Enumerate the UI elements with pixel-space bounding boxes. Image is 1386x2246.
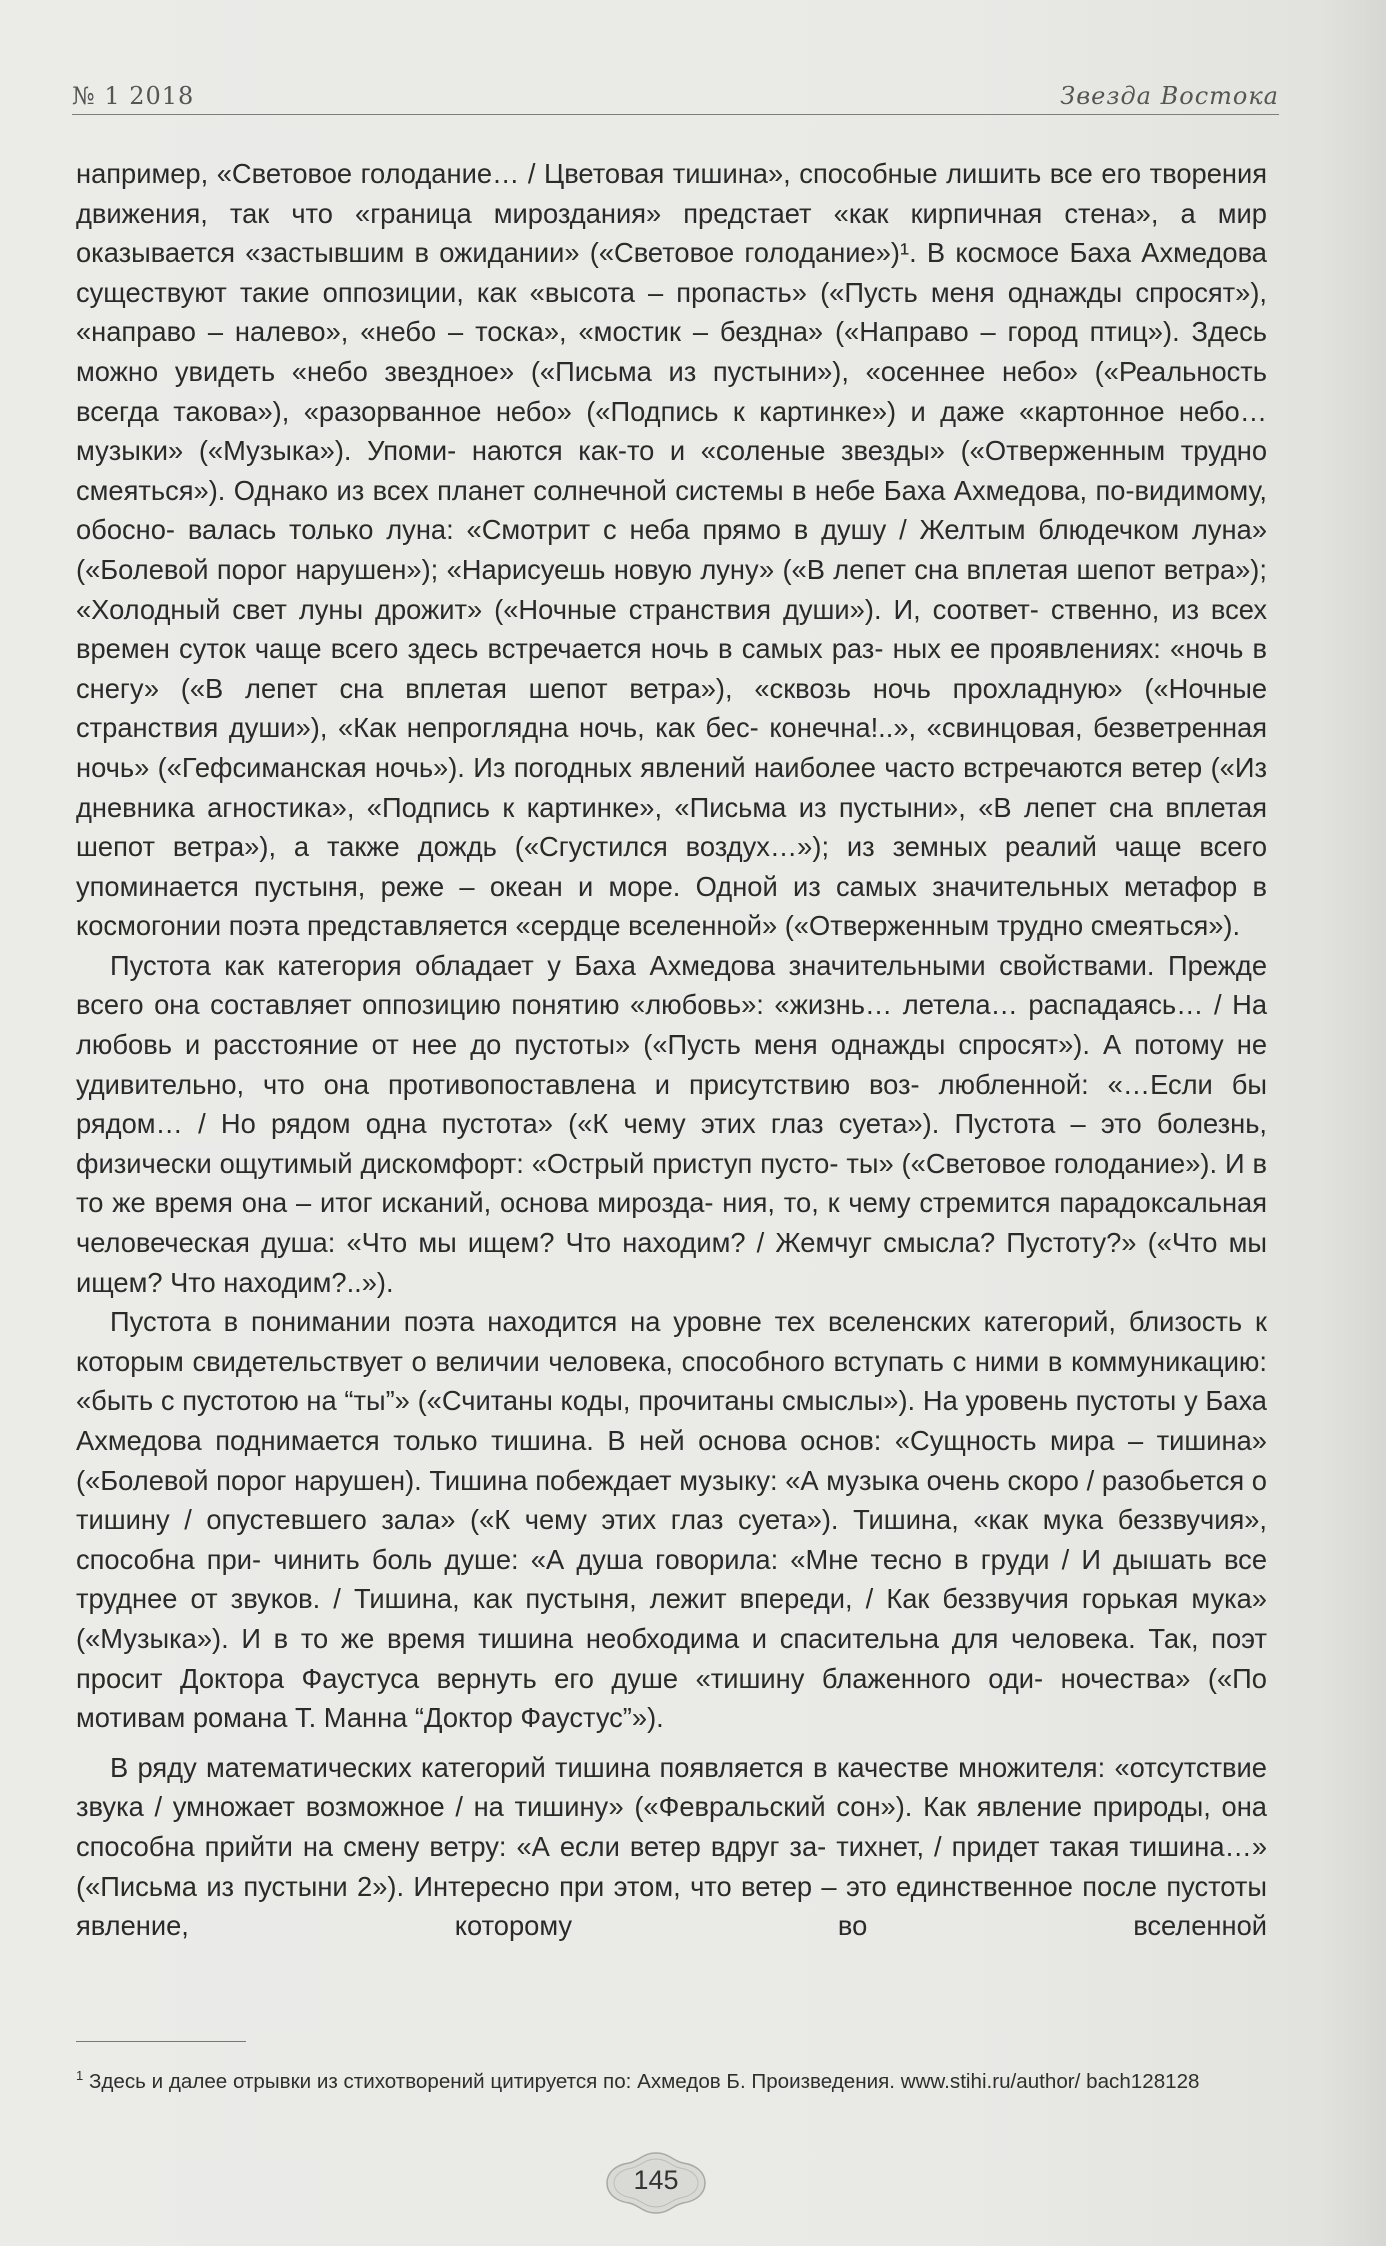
paragraph bbox=[76, 154, 1267, 946]
text-line: от звуков. / Тишина, как пустыня, лежит впереди, / Как беззвучия горькая мука» bbox=[190, 1583, 1267, 1615]
text-line: любленной: «…Если бы рядом… / Но рядом одна пустота» («К чему этих глаз суета»). bbox=[76, 1068, 1267, 1140]
text-line: («Музыка»). И в то же время тишина необходима и спасительна для человека. bbox=[76, 1622, 1149, 1654]
paragraph bbox=[76, 1748, 1267, 1946]
text-line: спросят»). А потому не удивительно, что она противопоставлена и присутствию воз- bbox=[76, 1029, 1267, 1100]
footnote-text bbox=[76, 2060, 1267, 2097]
text-line: («Подпись к картинке») и даже «картонное небо… музыки» («Музыка»). Упоми- bbox=[76, 395, 1267, 467]
text-line: Пустота как категория обладает у Баха Ахмедова значительными свойствами. bbox=[110, 949, 1168, 981]
text-line: представляется «сердце вселенной» («Отверженным трудно смеяться»). bbox=[306, 910, 1241, 942]
footnote-line: bach128128 bbox=[1086, 2070, 1200, 2093]
footnote bbox=[76, 2060, 1267, 2097]
issue-number: № 1 2018 bbox=[72, 82, 195, 110]
text-line: его творения движения, так что «граница мироздания» предстает «как кирпичная bbox=[76, 158, 1267, 229]
text-line: явление природы, она способна прийти на смену ветру: «А если ветер вдруг за- bbox=[76, 1791, 1267, 1862]
text-line: ния, то, к чему стремится парадоксальная человеческая душа: «Что мы ищем? Что bbox=[76, 1187, 1267, 1259]
running-header bbox=[72, 78, 1279, 115]
text-line: явлений наиболее часто встречаются ветер («Из дневника агностика», «Подпись bbox=[76, 751, 1267, 823]
text-line: ветра»); «Холодный свет луны дрожит» («Ночные странствия души»). И, соответ- bbox=[76, 553, 1267, 625]
text-line: распадаясь… / На любовь и расстояние от нее до пустоты» («Пусть меня однажды bbox=[76, 989, 1267, 1061]
text-line: Прежде всего она составляет оппозицию понятию «любовь»: «жизнь… летела… bbox=[76, 949, 1267, 1021]
text-line: наются как-то и «соленые звезды» («Отверженным трудно смеяться»). Однако bbox=[76, 435, 1267, 506]
page-number: 145 bbox=[633, 2165, 679, 2195]
article-body bbox=[76, 154, 1267, 1946]
text-line: Пустота – это болезнь, физически ощутимый дискомфорт: «Острый приступ пусто- bbox=[76, 1108, 1267, 1179]
text-line: В ряду математических категорий тишина появляется в качестве множителя: bbox=[110, 1751, 1115, 1783]
page-number-badge bbox=[601, 2151, 711, 2215]
text-line: ночь прохладную» («Ночные странствия души»), «Как непроглядна ночь, как бес- bbox=[76, 672, 1267, 744]
text-line: чинить боль душе: «А душа говорила: «Мне тесно в груди / И дышать все труднее bbox=[76, 1543, 1267, 1615]
text-line: стена», а мир оказывается «застывшим в ожидании» («Световое голодание»)¹. В bbox=[76, 197, 1267, 269]
text-line: что ветер – это единственное после пустоты явление, которому во вселенной bbox=[76, 1870, 1267, 1942]
text-line: смыслы»). На уровень пустоты у Баха Ахмедова поднимается только тишина. В bbox=[76, 1385, 1267, 1456]
text-line: дождь («Сгустился воздух…»); из земных реалий чаще всего упоминается пустыня, bbox=[76, 831, 1267, 902]
text-line: ных ее проявлениях: «ночь в снегу» («В лепет сна вплетая шепот ветра»), «сквозь bbox=[76, 633, 1267, 704]
text-line: валась только луна: «Смотрит с неба прямо в душу / Желтым блюдечком луна» bbox=[187, 514, 1267, 546]
text-line: реже – океан и море. Одной из самых значительных метафор в космогонии поэта bbox=[76, 870, 1267, 942]
journal-title: Звезда Востока bbox=[1060, 82, 1279, 110]
text-line: к картинке», «Письма из пустыни», «В лепет сна вплетая шепот ветра»), а также bbox=[76, 791, 1267, 863]
paragraph bbox=[76, 946, 1267, 1302]
text-line: космосе Баха Ахмедова существуют такие оппозиции, как «высота – пропасть» bbox=[76, 237, 1267, 308]
text-line: ты» («Световое голодание»). И в то же время она – итог исканий, основа мирозда- bbox=[76, 1147, 1267, 1219]
text-line: ними в коммуникацию: «быть с пустотою на “ты”» («Считаны коды, прочитаны bbox=[76, 1345, 1267, 1417]
text-line: тихнет, / придет такая тишина…» («Письма из пустыни 2»). Интересно при этом, bbox=[76, 1830, 1267, 1902]
text-line: бездна» («Направо – город птиц»). Здесь можно увидеть «небо звездное» («Письма bbox=[76, 316, 1268, 387]
text-line: находим? / Жемчуг смысла? Пустоту?» («Что мы ищем? Что находим?..»). bbox=[76, 1227, 1267, 1298]
footnote-divider bbox=[76, 2041, 246, 2042]
text-line: из пустыни»), «осеннее небо» («Реальность всегда такова»), «разорванное небо» bbox=[76, 355, 1267, 427]
paragraph bbox=[76, 1302, 1267, 1738]
text-line: близость к которым свидетельствует о величии человека, способного вступать с bbox=[76, 1306, 1267, 1377]
text-line: («Болевой порог нарушен»); «Нарисуешь новую луну» («В лепет сна вплетая шепот bbox=[76, 553, 1164, 585]
text-line: («Пусть меня однажды спросят»), «направо – налево», «небо – тоска», «мостик – bbox=[76, 276, 1267, 348]
footnote-line: Здесь и далее отрывки из стихотворений цитируется по: Ахмедов Б. Произведения. www.stihi.ru/author/ bbox=[88, 2070, 1081, 2093]
text-line: ней основа основ: «Сущность мира – тишина» («Болевой порог нарушен). Тишина bbox=[76, 1425, 1267, 1496]
footnote-marker: 1 bbox=[76, 2068, 84, 2083]
text-line: «отсутствие звука / умножает возможное / на тишину» («Февральский сон»). Как bbox=[76, 1751, 1267, 1823]
text-line: Так, поэт просит Доктора Фаустуса вернуть его душе «тишину блаженного оди- bbox=[76, 1622, 1267, 1694]
text-line: Пустота в понимании поэта находится на уровне тех вселенских категорий, bbox=[110, 1306, 1129, 1338]
text-line: ночества» («По мотивам романа Т. Манна “Доктор Фаустус”»). bbox=[76, 1662, 1267, 1734]
text-line: побеждает музыку: «А музыка очень скоро / разобьется о тишину / опустевшего bbox=[76, 1464, 1267, 1536]
text-line: из всех планет солнечной системы в небе Баха Ахмедова, по-видимому, обосно- bbox=[76, 474, 1267, 546]
text-line: зала» («К чему этих глаз суета»). Тишина, «как мука беззвучия», способна при- bbox=[76, 1504, 1268, 1575]
text-line: например, «Световое голодание… / Цветовая тишина», способные лишить все bbox=[76, 158, 1102, 189]
text-line: конечна!..», «свинцовая, безветренная ночь» («Гефсиманская ночь»). Из погодных bbox=[76, 712, 1268, 783]
text-line: ственно, из всех времен суток чаще всего здесь встречается ночь в самых раз- bbox=[76, 593, 1267, 665]
